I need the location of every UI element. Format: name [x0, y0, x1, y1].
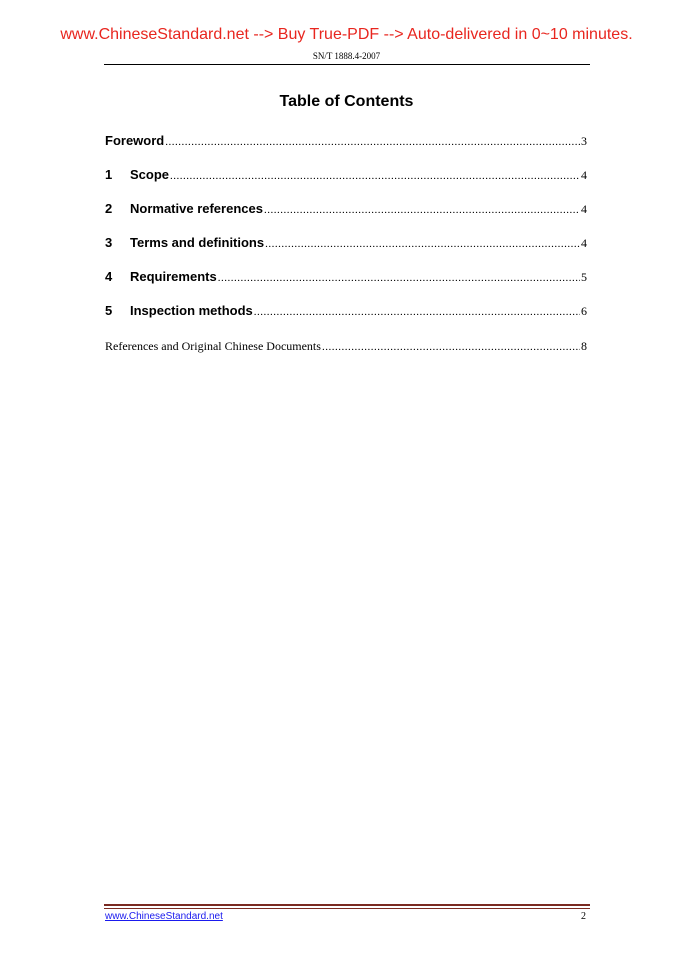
toc-entry-foreword[interactable]: [105, 133, 587, 149]
promo-banner-link[interactable]: www.ChineseStandard.net --> Buy True-PDF --> Auto-delivered in 0~10 minutes.: [60, 26, 633, 43]
toc-leader-dots: [322, 341, 580, 353]
toc-entry-page: 8: [581, 339, 587, 353]
toc-entry-label: Scope: [130, 167, 170, 182]
footer-divider-thin: [104, 908, 590, 909]
toc-entry-label: Foreword: [105, 133, 165, 148]
toc-entry-number: 2: [105, 201, 113, 216]
toc-entry-page: 3: [581, 134, 587, 148]
toc-leader-dots: [170, 170, 580, 182]
toc-entry-page: 4: [581, 236, 587, 250]
toc-leader-dots: [264, 204, 580, 216]
toc-entry-inspection-methods[interactable]: [105, 303, 587, 319]
toc-entry-label: Normative references: [130, 201, 263, 216]
toc-entry-references[interactable]: [105, 339, 587, 354]
footer-divider: [104, 904, 590, 906]
footer-site-link[interactable]: www.ChineseStandard.net: [105, 911, 223, 922]
standard-code: SN/T 1888.4-2007: [312, 51, 381, 61]
toc-leader-dots: [218, 272, 580, 284]
toc-entry-label: Terms and definitions: [130, 235, 265, 250]
toc-leader-dots: [254, 306, 580, 318]
toc-leader-dots: [265, 238, 580, 250]
page-number: 2: [581, 911, 586, 922]
toc-entry-requirements[interactable]: [105, 269, 587, 285]
toc-entry-label: Requirements: [130, 269, 217, 284]
toc-entry-normative-references[interactable]: [105, 201, 587, 217]
toc-entry-page: 4: [581, 168, 587, 182]
toc-entry-number: 1: [105, 167, 113, 182]
page-title: Table of Contents: [279, 93, 414, 110]
toc-entry-page: 6: [581, 304, 587, 318]
toc-entry-label: References and Original Chinese Documents: [105, 339, 321, 353]
toc-entry-page: 5: [581, 270, 587, 284]
header-divider: [104, 64, 590, 65]
toc-leader-dots: [165, 136, 580, 148]
toc-entry-label: Inspection methods: [130, 303, 253, 318]
toc-entry-number: 5: [105, 303, 113, 318]
toc-entry-page: 4: [581, 202, 587, 216]
toc-entry-terms-and-definitions[interactable]: [105, 235, 587, 251]
toc-entry-number: 4: [105, 269, 113, 284]
toc-entry-number: 3: [105, 235, 113, 250]
toc-entry-scope[interactable]: [105, 167, 587, 183]
